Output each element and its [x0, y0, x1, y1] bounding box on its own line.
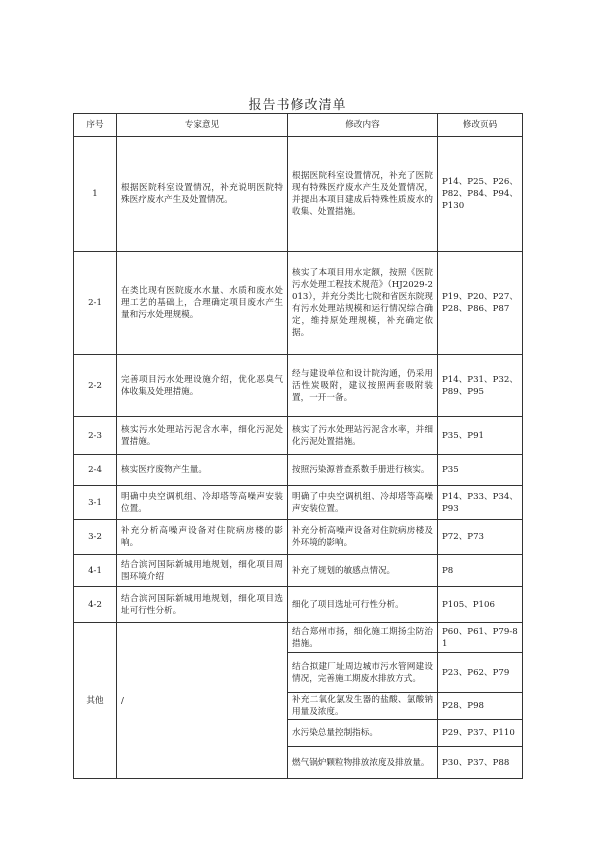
revision-pages: P30、P37、P88: [438, 747, 523, 779]
revision-content: 结合郑州市扬，细化施工期扬尘防治措施。: [288, 623, 438, 653]
table-row: [74, 137, 523, 252]
revision-pages: P8: [438, 555, 523, 587]
revision-content: 补充分析高噪声设备对住院病房楼及外环境的影响。: [288, 520, 438, 555]
row-number: 3-1: [74, 486, 117, 520]
revision-pages: P14、P31、P32、P89、P95: [438, 355, 523, 417]
revision-content: 细化了项目选址可行性分析。: [288, 587, 438, 623]
revision-content: 核实了本项目用水定额，按照《医院污水处理工程技术规范》（HJ2029-2013），并充分类比七院和省医东院现有污水处理站规模和运行情况综合确定，维持原处理规模，补充确定依据。: [288, 252, 438, 355]
revision-pages: P72、P73: [438, 520, 523, 555]
table-row: [74, 520, 523, 555]
expert-opinion: 明确中央空调机组、冷却塔等高噪声安装位置。: [117, 486, 288, 520]
table-row: [74, 486, 523, 520]
row-number: 2-1: [74, 252, 117, 355]
revision-pages: P35、P91: [438, 417, 523, 455]
table-row-other: [74, 623, 523, 653]
revision-table: [73, 113, 523, 779]
row-number: 2-2: [74, 355, 117, 417]
page-title: 报告书修改清单: [248, 98, 347, 113]
revision-pages: P29、P37、P110: [438, 720, 523, 747]
table-row: [74, 252, 523, 355]
expert-opinion: 结合滨河国际新城用地规划，细化项目周围环境介绍: [117, 555, 288, 587]
row-number: 2-4: [74, 455, 117, 486]
revision-content: 燃气锅炉颗粒物排放浓度及排放量。: [288, 747, 438, 779]
revision-content: 根据医院科室设置情况，补充了医院现有特殊医疗废水产生及处置情况，并提出本项目建成后特殊性质废水的收集、处置措施。: [288, 137, 438, 252]
revision-pages: P23、P62、P79: [438, 653, 523, 693]
revision-content: 水污染总量控制指标。: [288, 720, 438, 747]
row-number: 4-1: [74, 555, 117, 587]
table-row: [74, 587, 523, 623]
expert-opinion: 核实医疗废物产生量。: [117, 455, 288, 486]
column-header-pages: 修改页码: [438, 114, 523, 137]
row-number: 其他: [74, 623, 117, 779]
expert-opinion: 在类比现有医院废水水量、水质和废水处理工艺的基础上，合理确定项目废水产生量和污水处理规模。: [117, 252, 288, 355]
revision-content: 明确了中央空调机组、冷却塔等高噪声安装位置。: [288, 486, 438, 520]
column-header-content: 修改内容: [288, 114, 438, 137]
table-header-row: [74, 114, 523, 137]
column-header-opinion: 专家意见: [117, 114, 288, 137]
expert-opinion: 核实污水处理站污泥含水率，细化污泥处置措施。: [117, 417, 288, 455]
expert-opinion: 完善项目污水处理设施介绍，优化恶臭气体收集及处理措施。: [117, 355, 288, 417]
revision-content: 补充二氧化氯发生器的盐酸、氯酸钠用量及浓度。: [288, 693, 438, 720]
table-row: [74, 355, 523, 417]
revision-content: 结合拟建厂址周边城市污水管网建设情况，完善施工期废水排放方式。: [288, 653, 438, 693]
column-header-no: 序号: [74, 114, 117, 137]
table-row: [74, 555, 523, 587]
row-number: 1: [74, 137, 117, 252]
expert-opinion: 根据医院科室设置情况，补充说明医院特殊医疗废水产生及处置情况。: [117, 137, 288, 252]
row-number: 2-3: [74, 417, 117, 455]
expert-opinion: 补充分析高噪声设备对住院病房楼的影响。: [117, 520, 288, 555]
revision-pages: P60、P61、P79-81: [438, 623, 523, 653]
revision-content: 经与建设单位和设计院沟通，仍采用活性炭吸附，建议按照两套吸附装置，一开一备。: [288, 355, 438, 417]
revision-content: 按照污染源普查系数手册进行核实。: [288, 455, 438, 486]
revision-content: 补充了规划的敏感点情况。: [288, 555, 438, 587]
row-number: 3-2: [74, 520, 117, 555]
row-number: 4-2: [74, 587, 117, 623]
revision-pages: P105、P106: [438, 587, 523, 623]
expert-opinion: 结合滨河国际新城用地规划，细化项目选址可行性分析。: [117, 587, 288, 623]
revision-pages: P14、P25、P26、P82、P84、P94、P130: [438, 137, 523, 252]
table-row: [74, 417, 523, 455]
revision-pages: P35: [438, 455, 523, 486]
table-row: [74, 455, 523, 486]
expert-opinion: /: [117, 623, 288, 779]
revision-pages: P19、P20、P27、P28、P86、P87: [438, 252, 523, 355]
revision-pages: P28、P98: [438, 693, 523, 720]
revision-content: 核实了污水处理站污泥含水率，并细化污泥处置措施。: [288, 417, 438, 455]
revision-pages: P14、P33、P34、P93: [438, 486, 523, 520]
